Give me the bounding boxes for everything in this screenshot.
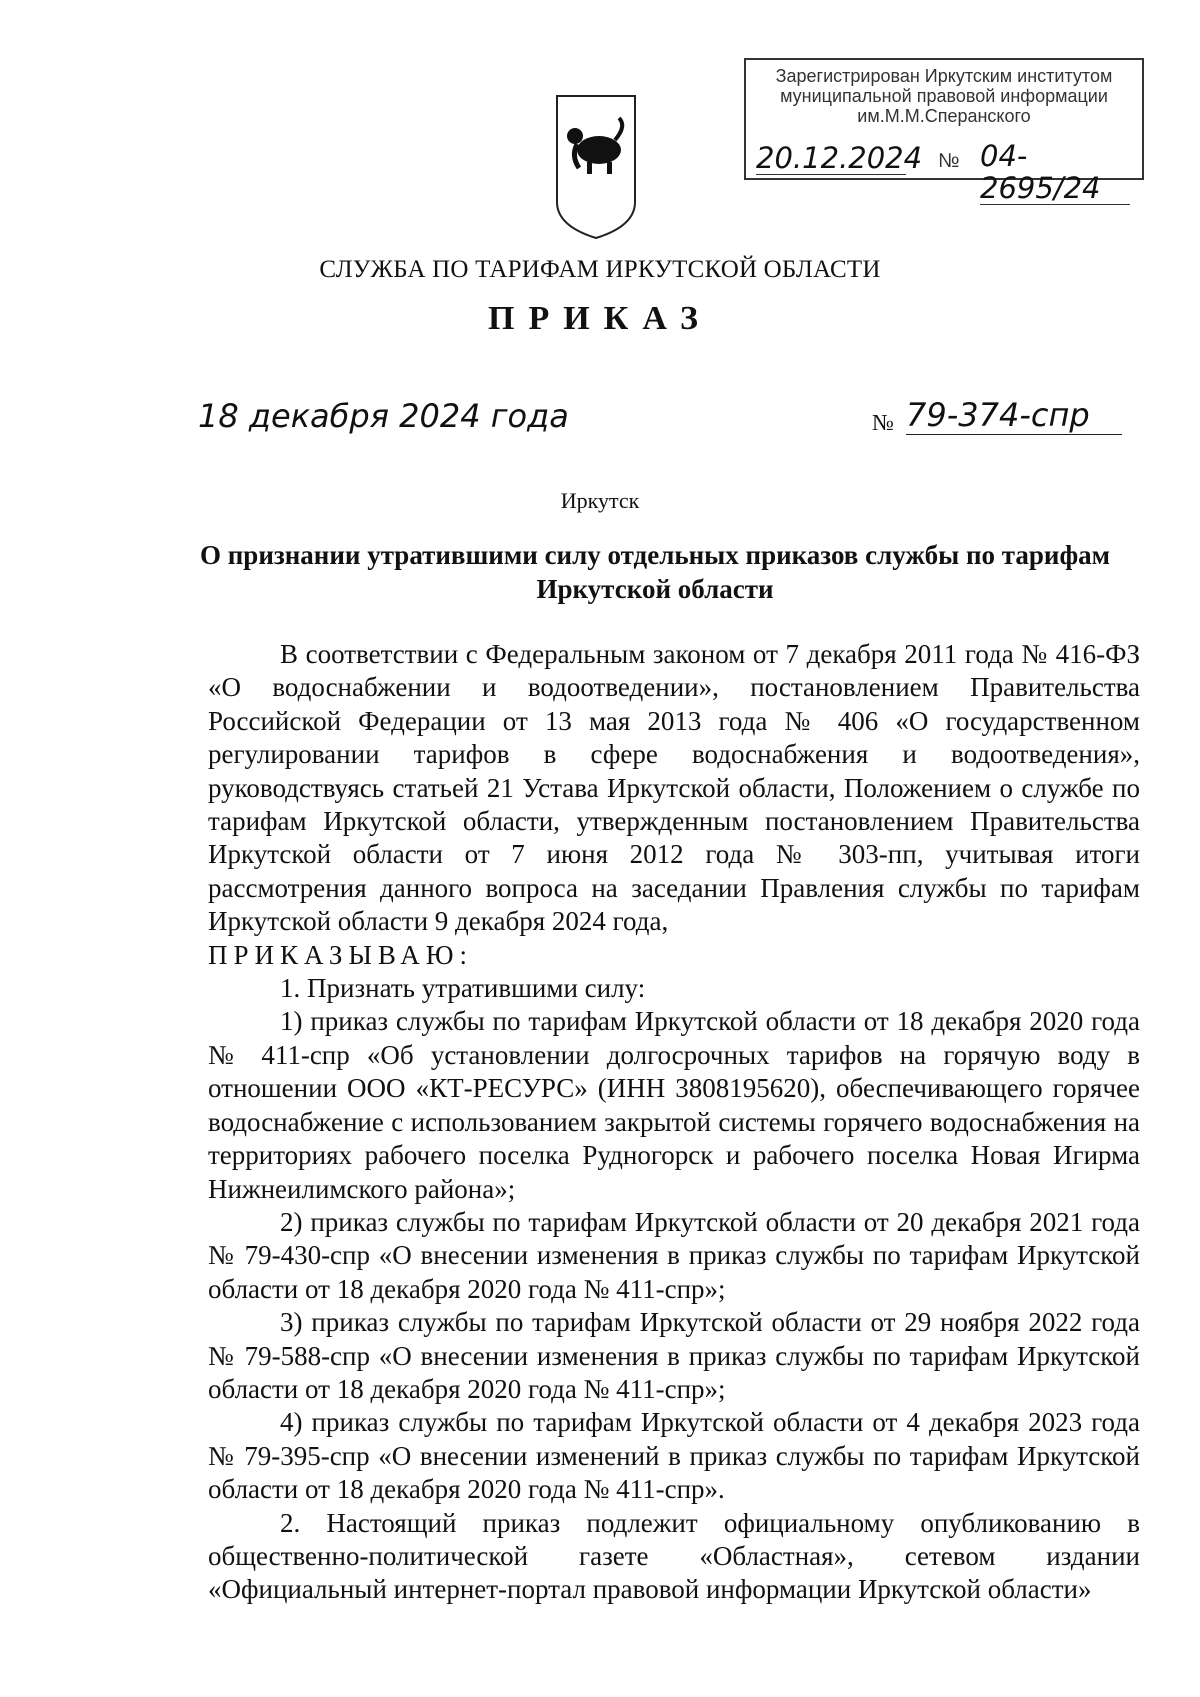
coat-of-arms-icon (553, 92, 639, 240)
item-1: 1. Признать утратившими силу: (280, 973, 646, 1004)
orders-heading: ПРИКАЗЫВАЮ: (208, 939, 473, 970)
city: Иркутск (560, 488, 640, 513)
document-type: ПРИКАЗ (488, 300, 712, 337)
preamble: В соответствии с Федеральным законом от 7 декабря 2011 года № 416-ФЗ «О водоснабжении и водоотведении», постановлением Правительства Российской Федерации от 13 мая 2013 года № 406 «О государственном регулировании тарифов в сфере водоснабжения и водоотведения», руководствуясь статьей 21 Устава Иркутской области, Положением о службе по тарифам Иркутской области, утвержденным постановлением Правительства Иркутской области от 7 июня 2012 года № 303-пп, учитывая итоги рассмотрения данного вопроса на заседании Правления службы по тарифам Иркутской области 9 декабря 2024 года, (208, 639, 1140, 937)
subitem-2: 2) приказ службы по тарифам Иркутской области от 20 декабря 2021 года № 79-430-спр «О внесении изменения в приказ службы по тарифам Иркутской области от 18 декабря 2020 года № 411-спр»; (208, 1206, 1140, 1304)
stamp-date: 20.12.2024 (756, 141, 923, 175)
subitem-3: 3) приказ службы по тарифам Иркутской области от 29 ноября 2022 года № 79-588-спр «О внесении изменения в приказ службы по тарифам Иркутской области от 18 декабря 2020 года № 411-спр»; (208, 1307, 1140, 1404)
stamp-number-label: № (938, 150, 960, 172)
subitem-1: 1) приказ службы по тарифам Иркутской области от 18 декабря 2020 года № 411-спр «Об установлении долгосрочных тарифов на горячую воду в отношении ООО «КТ-РЕСУРС» (ИНН 3808195620), обеспечивающего горячее водоснабжение с использованием закрытой системы горячего водоснабжения на территориях рабочего поселка Рудногорск и рабочего поселка Новая Игирма Нижнеилимского района»; (208, 1006, 1140, 1204)
registration-stamp (744, 58, 1144, 205)
document-title: О признании утратившими силу отдельных приказов службы по тарифам Иркутской области (200, 540, 1111, 604)
issuing-authority: СЛУЖБА ПО ТАРИФАМ ИРКУТСКОЙ ОБЛАСТИ (319, 256, 881, 283)
item-2: 2. Настоящий приказ подлежит официальному опубликованию в общественно-политической газете «Областная», сетевом издании «Официальный интернет-портал правовой информации Иркутской области» (208, 1507, 1140, 1605)
order-date: 18 декабря 2024 года (198, 397, 569, 435)
stamp-line-1: Зарегистрирован Иркутским институтом (775, 66, 1113, 86)
stamp-line-3: им.М.М.Сперанского (857, 106, 1031, 126)
stamp-line-2: муниципальной правовой информации (780, 86, 1108, 106)
stamp-number: 04-2695/24 (980, 140, 1130, 205)
document-body (208, 638, 1140, 1607)
order-number-label: № (872, 410, 894, 435)
order-number: 79-374-спр (906, 396, 1122, 435)
subitem-4: 4) приказ службы по тарифам Иркутской области от 4 декабря 2023 года № 79-395-спр «О внесении изменений в приказ службы по тарифам Иркутской области от 18 декабря 2020 года № 411-спр». (208, 1407, 1140, 1505)
